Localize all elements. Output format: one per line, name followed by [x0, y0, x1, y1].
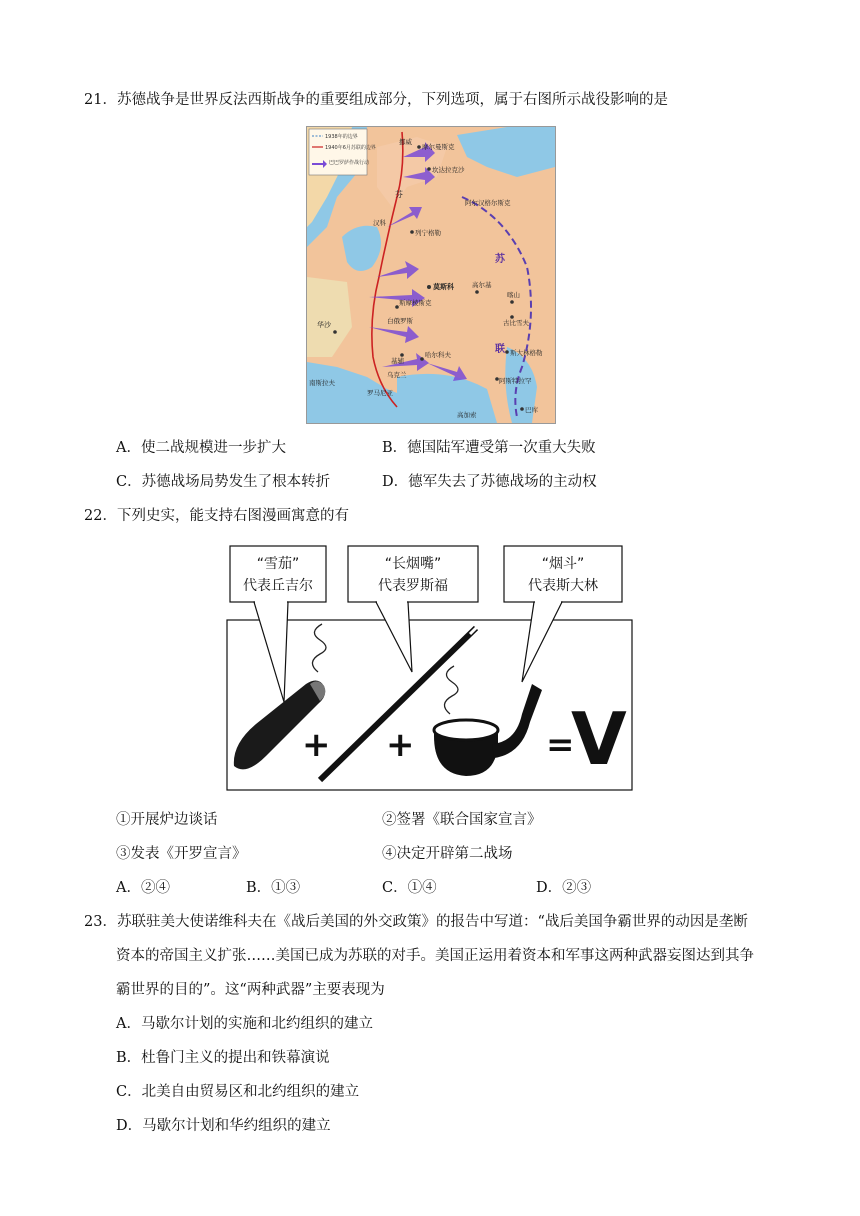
victory-v: V	[571, 697, 627, 781]
q22-option-a: A．②④	[116, 880, 170, 896]
q23-option-a: A．马歇尔计划的实施和北约组织的建立	[116, 1016, 373, 1032]
label-warsaw: 华沙	[317, 321, 331, 329]
label-murmansk: 摩尔曼斯克	[422, 143, 455, 151]
label-lian: 联	[495, 344, 505, 355]
label-moscow: 莫斯科	[433, 283, 454, 291]
q22-item-4: ④决定开辟第二战场	[382, 846, 513, 862]
q22-option-d: D．②③	[536, 880, 592, 896]
q21-option-a: A．使二战规模进一步扩大	[116, 440, 286, 456]
bubble-cigar-line1: “雪茄”	[256, 556, 300, 572]
label-gorky: 高尔基	[472, 281, 492, 289]
legend-1940: 1940年6月苏联的边界	[325, 145, 376, 151]
label-finland: 芬	[395, 190, 403, 199]
label-kazan: 喀山	[507, 291, 520, 299]
soviet-german-war-map	[306, 126, 556, 424]
label-kiev: 基辅	[391, 357, 404, 365]
equals-sign: =	[546, 725, 575, 765]
bubble-holder-line2: 代表罗斯福	[378, 578, 448, 594]
label-su: 苏	[495, 254, 505, 265]
q23-option-d: D．马歇尔计划和华约组织的建立	[116, 1118, 331, 1134]
q22-item-1: ①开展炉边谈话	[116, 812, 218, 828]
q21-stem: 21．苏德战争是世界反法西斯战争的重要组成部分，下列选项，属于右图所示战役影响的是	[84, 92, 668, 108]
big-three-cartoon	[226, 544, 634, 792]
q23-option-c: C．北美自由贸易区和北约组织的建立	[116, 1084, 360, 1100]
label-arkhangelsk: 阿尔汉格尔斯克	[465, 199, 511, 207]
label-hanko: 汉科	[373, 219, 386, 227]
plus-sign-2: +	[386, 725, 415, 765]
q23-stem-line-3: 霸世界的目的”。这“两种武器”主要表现为	[116, 982, 385, 998]
map-figure	[307, 127, 555, 423]
bubble-pipe-line1: “烟斗”	[541, 556, 585, 572]
plus-sign-1: +	[302, 725, 331, 765]
q23-stem-line-1: 23．苏联驻美大使诺维科夫在《战后美国的外交政策》的报告中写道：“战后美国争霸世界的动因是垄断	[84, 914, 748, 930]
label-caucasus: 高加索	[457, 411, 477, 419]
label-baku: 巴库	[525, 406, 538, 414]
bubble-cigar-line2: 代表丘吉尔	[243, 578, 313, 594]
legend-1938: 1938年的边界	[325, 134, 358, 140]
label-norway: 挪威	[399, 138, 412, 146]
cartoon-figure	[226, 544, 634, 792]
label-astrakhan: 阿斯特拉罕	[499, 377, 532, 385]
q21-option-b: B．德国陆军遭受第一次重大失败	[382, 440, 596, 456]
q22-item-2: ②签署《联合国家宣言》	[382, 812, 542, 828]
q22-option-c: C．①④	[382, 880, 437, 896]
q23-option-b: B．杜鲁门主义的提出和铁幕演说	[116, 1050, 330, 1066]
q22-option-b: B．①③	[246, 880, 301, 896]
q21-option-c: C．苏德战场局势发生了根本转折	[116, 474, 331, 490]
q21-option-d: D．德军失去了苏德战场的主动权	[382, 474, 597, 490]
label-belarus: 白俄罗斯	[387, 317, 413, 325]
label-kharkov: 哈尔科夫	[425, 351, 451, 359]
label-ukraine: 乌克兰	[387, 371, 407, 379]
q22-item-3: ③发表《开罗宣言》	[116, 846, 247, 862]
bubble-holder-line1: “长烟嘴”	[384, 556, 442, 572]
legend-barbarossa: 巴巴罗萨作战行动	[329, 160, 370, 166]
q23-stem-line-2: 资本的帝国主义扩张……美国已成为苏联的对手。美国正运用着资本和军事这两种武器妄图达到其争	[116, 948, 754, 964]
label-kuybyshev: 古比雪夫	[503, 319, 529, 327]
label-stalingrad: 斯大林格勒	[510, 349, 543, 357]
label-yugoslavia: 南斯拉夫	[309, 379, 335, 387]
label-leningrad: 列宁格勒	[415, 229, 441, 237]
q22-stem: 22．下列史实，能支持右图漫画寓意的有	[84, 508, 349, 524]
bubble-pipe-line2: 代表斯大林	[528, 578, 598, 594]
label-kandalaksha: 坎达拉克沙	[432, 166, 465, 174]
label-romania: 罗马尼亚	[367, 389, 393, 397]
label-smolensk: 斯摩棱斯克	[399, 299, 432, 307]
